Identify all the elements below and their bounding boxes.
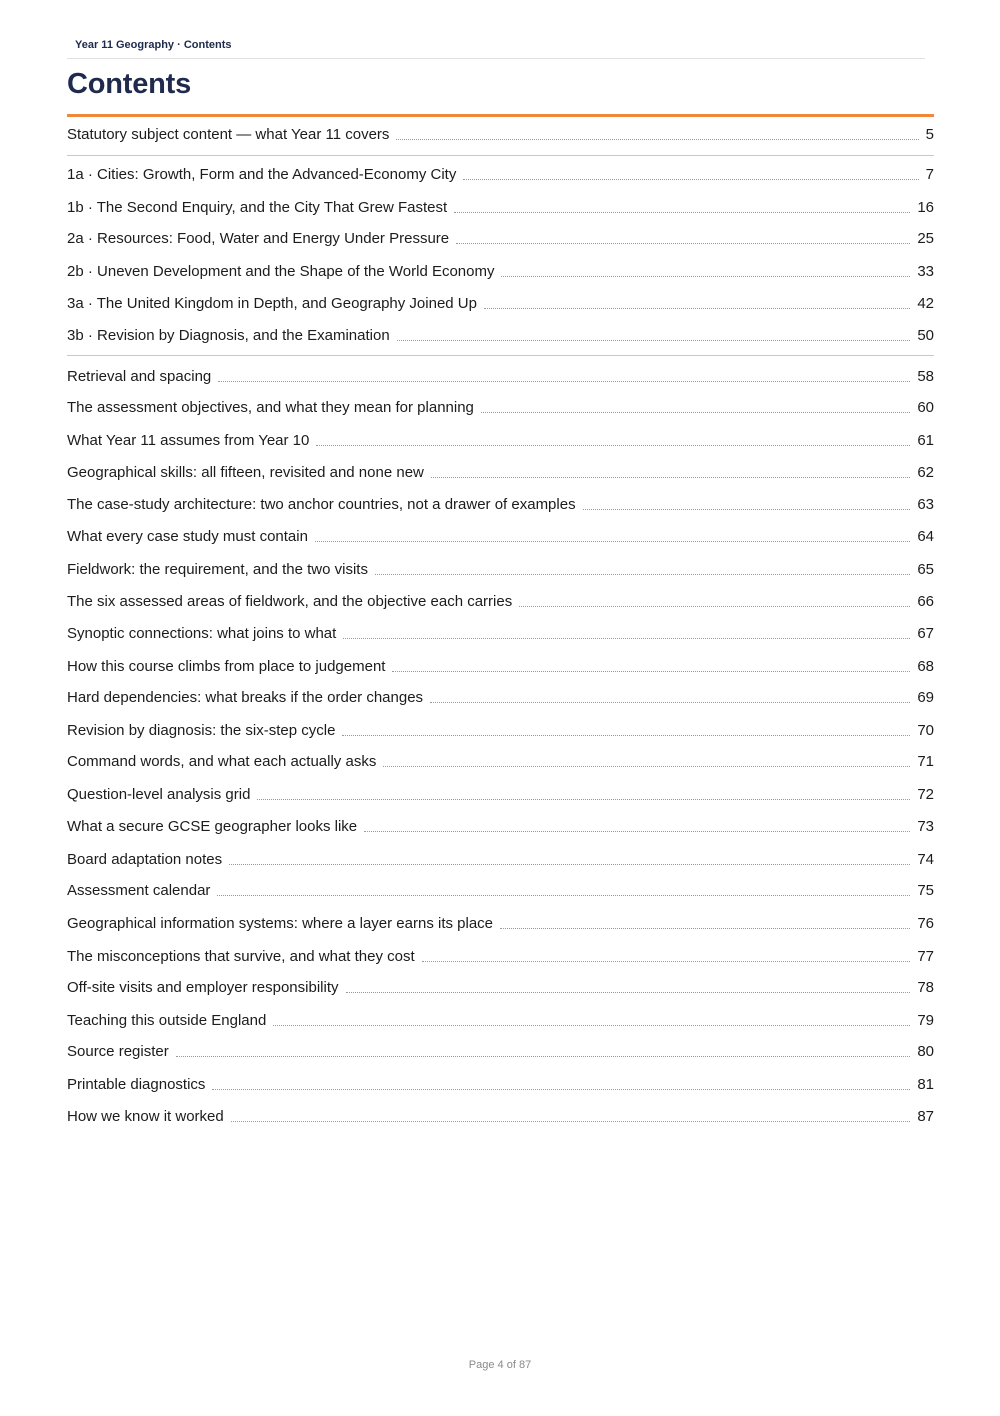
toc-dot-leader <box>229 863 910 865</box>
toc-entry-label: Retrieval and spacing <box>67 368 212 385</box>
toc-entry-label: Hard dependencies: what breaks if the order changes <box>67 689 424 706</box>
toc-entry-label: Geographical information systems: where a layer earns its place <box>67 915 494 932</box>
toc-entry-label: Teaching this outside England <box>67 1012 267 1029</box>
page-number-footer: Page 4 of 87 <box>468 1359 532 1371</box>
toc-entry-page: 76 <box>917 915 934 932</box>
toc-entry-label: Printable diagnostics <box>67 1076 206 1093</box>
toc-dot-leader <box>431 476 910 478</box>
toc-entry-page: 77 <box>917 948 934 965</box>
toc-entry-label: Synoptic connections: what joins to what <box>67 625 337 642</box>
toc-dot-leader <box>501 275 910 277</box>
toc-entry-appendix[interactable] <box>67 782 934 804</box>
toc-entry-page: 64 <box>917 528 934 545</box>
toc-entry-label: The assessment objectives, and what they mean for planning <box>67 399 474 416</box>
section-divider <box>67 355 934 356</box>
toc-dot-leader <box>397 339 911 341</box>
toc-entry-page: 63 <box>917 496 934 513</box>
toc-entry-appendix[interactable] <box>67 814 934 836</box>
toc-entry-label: What Year 11 assumes from Year 10 <box>67 432 310 449</box>
toc-entry-page: 62 <box>917 464 934 481</box>
toc-dot-leader <box>218 380 910 382</box>
toc-dot-leader <box>217 894 910 896</box>
toc-entry-page: 71 <box>917 753 934 770</box>
toc-entry-appendix[interactable] <box>67 911 934 933</box>
toc-entry-page: 67 <box>917 625 934 642</box>
toc-entry-appendix[interactable] <box>67 718 934 740</box>
toc-entry-page: 69 <box>917 689 934 706</box>
toc-entry-label: 3b · Revision by Diagnosis, and the Examination <box>67 327 390 344</box>
running-header <box>67 38 925 59</box>
toc-entry-label: The six assessed areas of fieldwork, and the objective each carries <box>67 593 513 610</box>
toc-entry-appendix[interactable] <box>67 944 934 966</box>
toc-dot-leader <box>231 1120 911 1122</box>
toc-entry-label: Command words, and what each actually asks <box>67 753 377 770</box>
toc-entry-page: 72 <box>917 786 934 803</box>
toc-entry-label: 3a · The United Kingdom in Depth, and Geography Joined Up <box>67 295 477 312</box>
toc-dot-leader <box>375 573 910 575</box>
toc-entry-appendix[interactable] <box>67 1072 934 1094</box>
toc-entry-page: 87 <box>917 1108 934 1125</box>
toc-entry-appendix[interactable] <box>67 749 934 771</box>
toc-entry-page: 16 <box>917 199 934 216</box>
toc-entry-unit-3b[interactable] <box>67 323 934 345</box>
toc-entry-unit-2a[interactable] <box>67 226 934 248</box>
toc-entry-appendix[interactable] <box>67 428 934 450</box>
toc-entry-appendix[interactable] <box>67 364 934 386</box>
toc-entry-appendix[interactable] <box>67 878 934 900</box>
toc-entry-label: 1b · The Second Enquiry, and the City That Grew Fastest <box>67 199 448 216</box>
toc-dot-leader <box>273 1024 910 1026</box>
toc-entry-appendix[interactable] <box>67 589 934 611</box>
toc-entry-unit-1a[interactable] <box>67 162 934 184</box>
toc-entry-appendix[interactable] <box>67 1039 934 1061</box>
toc-entry-unit-3a[interactable] <box>67 291 934 313</box>
toc-entry-appendix[interactable] <box>67 460 934 482</box>
toc-entry-page: 65 <box>917 561 934 578</box>
toc-entry-page: 68 <box>917 658 934 675</box>
toc-entry-unit-2b[interactable] <box>67 259 934 281</box>
toc-dot-leader <box>484 307 910 309</box>
toc-entry-label: How we know it worked <box>67 1108 224 1125</box>
toc-entry-appendix[interactable] <box>67 524 934 546</box>
toc-entry-page: 58 <box>917 368 934 385</box>
toc-dot-leader <box>500 927 910 929</box>
toc-dot-leader <box>396 138 918 140</box>
toc-dot-leader <box>383 765 910 767</box>
toc-dot-leader <box>315 540 910 542</box>
toc-entry-page: 78 <box>917 979 934 996</box>
toc-entry-page: 33 <box>917 263 934 280</box>
toc-dot-leader <box>257 798 910 800</box>
toc-dot-leader <box>456 242 910 244</box>
toc-entry-page: 50 <box>917 327 934 344</box>
toc-entry-unit-1b[interactable] <box>67 195 934 217</box>
toc-dot-leader <box>481 411 910 413</box>
toc-entry-page: 73 <box>917 818 934 835</box>
toc-entry-label: The case-study architecture: two anchor countries, not a drawer of examples <box>67 496 576 513</box>
title-accent-rule <box>67 114 934 117</box>
toc-entry-label: Source register <box>67 1043 169 1060</box>
section-divider <box>67 155 934 156</box>
toc-entry-page: 7 <box>925 166 934 183</box>
toc-entry-appendix[interactable] <box>67 1104 934 1126</box>
toc-entry-label: The misconceptions that survive, and what they cost <box>67 948 415 965</box>
toc-dot-leader <box>212 1088 910 1090</box>
toc-entry-page: 75 <box>917 882 934 899</box>
toc-entry-page: 42 <box>917 295 934 312</box>
toc-entry-appendix[interactable] <box>67 492 934 514</box>
toc-entry-label: Question-level analysis grid <box>67 786 251 803</box>
toc-entry-label: Assessment calendar <box>67 882 211 899</box>
toc-entry-appendix[interactable] <box>67 685 934 707</box>
toc-dot-leader <box>346 991 911 993</box>
toc-dot-leader <box>454 211 910 213</box>
running-header-title: Year 11 Geography · Contents <box>75 39 232 51</box>
toc-dot-leader <box>176 1055 911 1057</box>
toc-entry-label: Off-site visits and employer responsibility <box>67 979 339 996</box>
toc-dot-leader <box>519 605 910 607</box>
toc-entry-label: What a secure GCSE geographer looks like <box>67 818 358 835</box>
toc-entry-appendix[interactable] <box>67 654 934 676</box>
toc-dot-leader <box>422 960 911 962</box>
toc-entry-appendix[interactable] <box>67 847 934 869</box>
toc-entry-label: Statutory subject content — what Year 11 covers <box>67 126 390 143</box>
toc-entry-page: 70 <box>917 722 934 739</box>
toc-entry-page: 25 <box>917 230 934 247</box>
toc-dot-leader <box>316 444 910 446</box>
toc-entry-label: Board adaptation notes <box>67 851 223 868</box>
toc-entry-appendix[interactable] <box>67 621 934 643</box>
toc-entry-label: 2a · Resources: Food, Water and Energy Under Pressure <box>67 230 450 247</box>
page-title: Contents <box>67 68 192 100</box>
toc-dot-leader <box>364 830 910 832</box>
toc-entry-label: Revision by diagnosis: the six-step cycle <box>67 722 336 739</box>
toc-entry-page: 81 <box>917 1076 934 1093</box>
toc-dot-leader <box>392 670 910 672</box>
toc-dot-leader <box>583 508 911 510</box>
toc-entry-appendix[interactable] <box>67 1008 934 1030</box>
toc-entry-appendix[interactable] <box>67 395 934 417</box>
toc-entry-page: 66 <box>917 593 934 610</box>
toc-entry-appendix[interactable] <box>67 975 934 997</box>
toc-entry-page: 74 <box>917 851 934 868</box>
toc-dot-leader <box>463 178 918 180</box>
toc-entry-label: Geographical skills: all fifteen, revisited and none new <box>67 464 424 481</box>
toc-entry-statutory-content[interactable] <box>67 122 934 144</box>
toc-dot-leader <box>343 637 910 639</box>
toc-entry-label: 2b · Uneven Development and the Shape of the World Economy <box>67 263 495 280</box>
toc-entry-page: 60 <box>917 399 934 416</box>
toc-entry-page: 80 <box>917 1043 934 1060</box>
toc-entry-label: How this course climbs from place to judgement <box>67 658 386 675</box>
toc-dot-leader <box>430 701 910 703</box>
toc-entry-page: 79 <box>917 1012 934 1029</box>
toc-entry-label: Fieldwork: the requirement, and the two visits <box>67 561 368 578</box>
toc-entry-label: 1a · Cities: Growth, Form and the Advanced-Economy City <box>67 166 457 183</box>
toc-entry-page: 61 <box>917 432 934 449</box>
toc-dot-leader <box>342 734 910 736</box>
toc-entry-label: What every case study must contain <box>67 528 308 545</box>
toc-entry-appendix[interactable] <box>67 557 934 579</box>
toc-entry-page: 5 <box>925 126 934 143</box>
